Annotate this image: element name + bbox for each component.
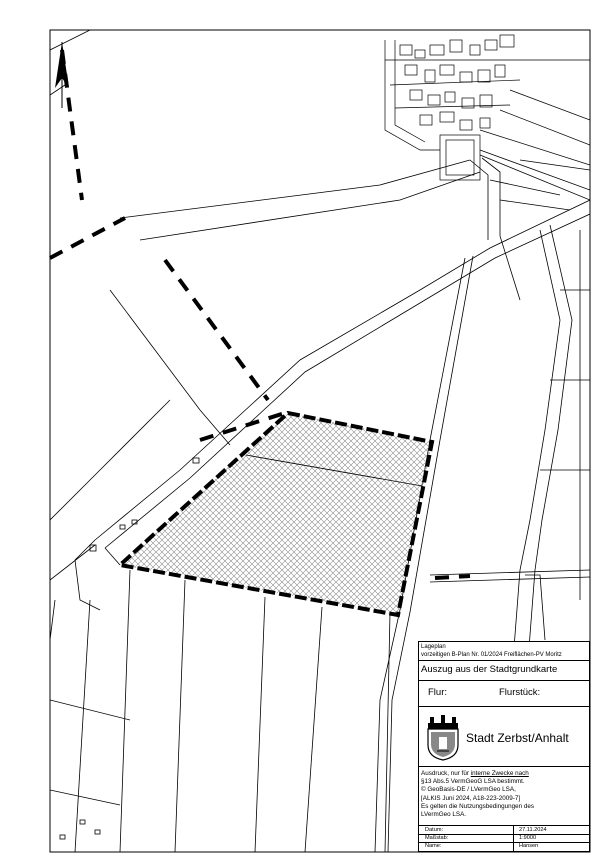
title-block-heading: Lageplan: [421, 644, 446, 650]
legal-line1-underlined: interne Zwecke nach: [470, 770, 529, 777]
footer-label: Maßstab:: [425, 835, 449, 841]
map-title: Auszug aus der Stadtgrundkarte: [421, 664, 558, 675]
footer-value: 1:9000: [519, 835, 537, 841]
flurstueck-label: Flurstück:: [499, 687, 541, 698]
legal-line3: © GeoBasis-DE / LVermGeo LSA,: [421, 786, 516, 794]
legal-line5: Es gelten die Nutzungsbedingungen des: [421, 802, 535, 810]
city-crest-icon: [425, 715, 461, 761]
title-block-divider: [419, 660, 589, 661]
footer-value: Hansen: [519, 843, 539, 849]
legal-line2: §13 Abs.5 VermGeoG LSA bestimmt.: [421, 778, 525, 786]
flur-label: Flur:: [428, 687, 447, 698]
title-block-divider: [419, 706, 589, 707]
title-block-subheading: vorzeitigen B-Plan Nr. 01/2024 Freiflächen-PV Moritz: [421, 652, 562, 658]
footer-row-name: [419, 842, 589, 851]
title-block-divider: [419, 766, 589, 767]
city-name: Stadt Zerbst/Anhalt: [466, 731, 569, 745]
legal-line1-prefix: Ausdruck, nur für: [421, 770, 471, 777]
legal-notice: [421, 770, 587, 819]
title-block-divider: [419, 680, 589, 681]
footer-label: Datum:: [425, 827, 444, 833]
footer-value: 27.11.2024: [519, 827, 547, 833]
title-block: [418, 641, 590, 852]
legal-line4: [ALKIS Juni 2024, A18-223-2009-7]: [421, 794, 521, 802]
legal-line6: LVermGeo LSA.: [421, 811, 467, 819]
footer-label: Name:: [425, 843, 442, 849]
footer-column-divider: [513, 825, 514, 852]
